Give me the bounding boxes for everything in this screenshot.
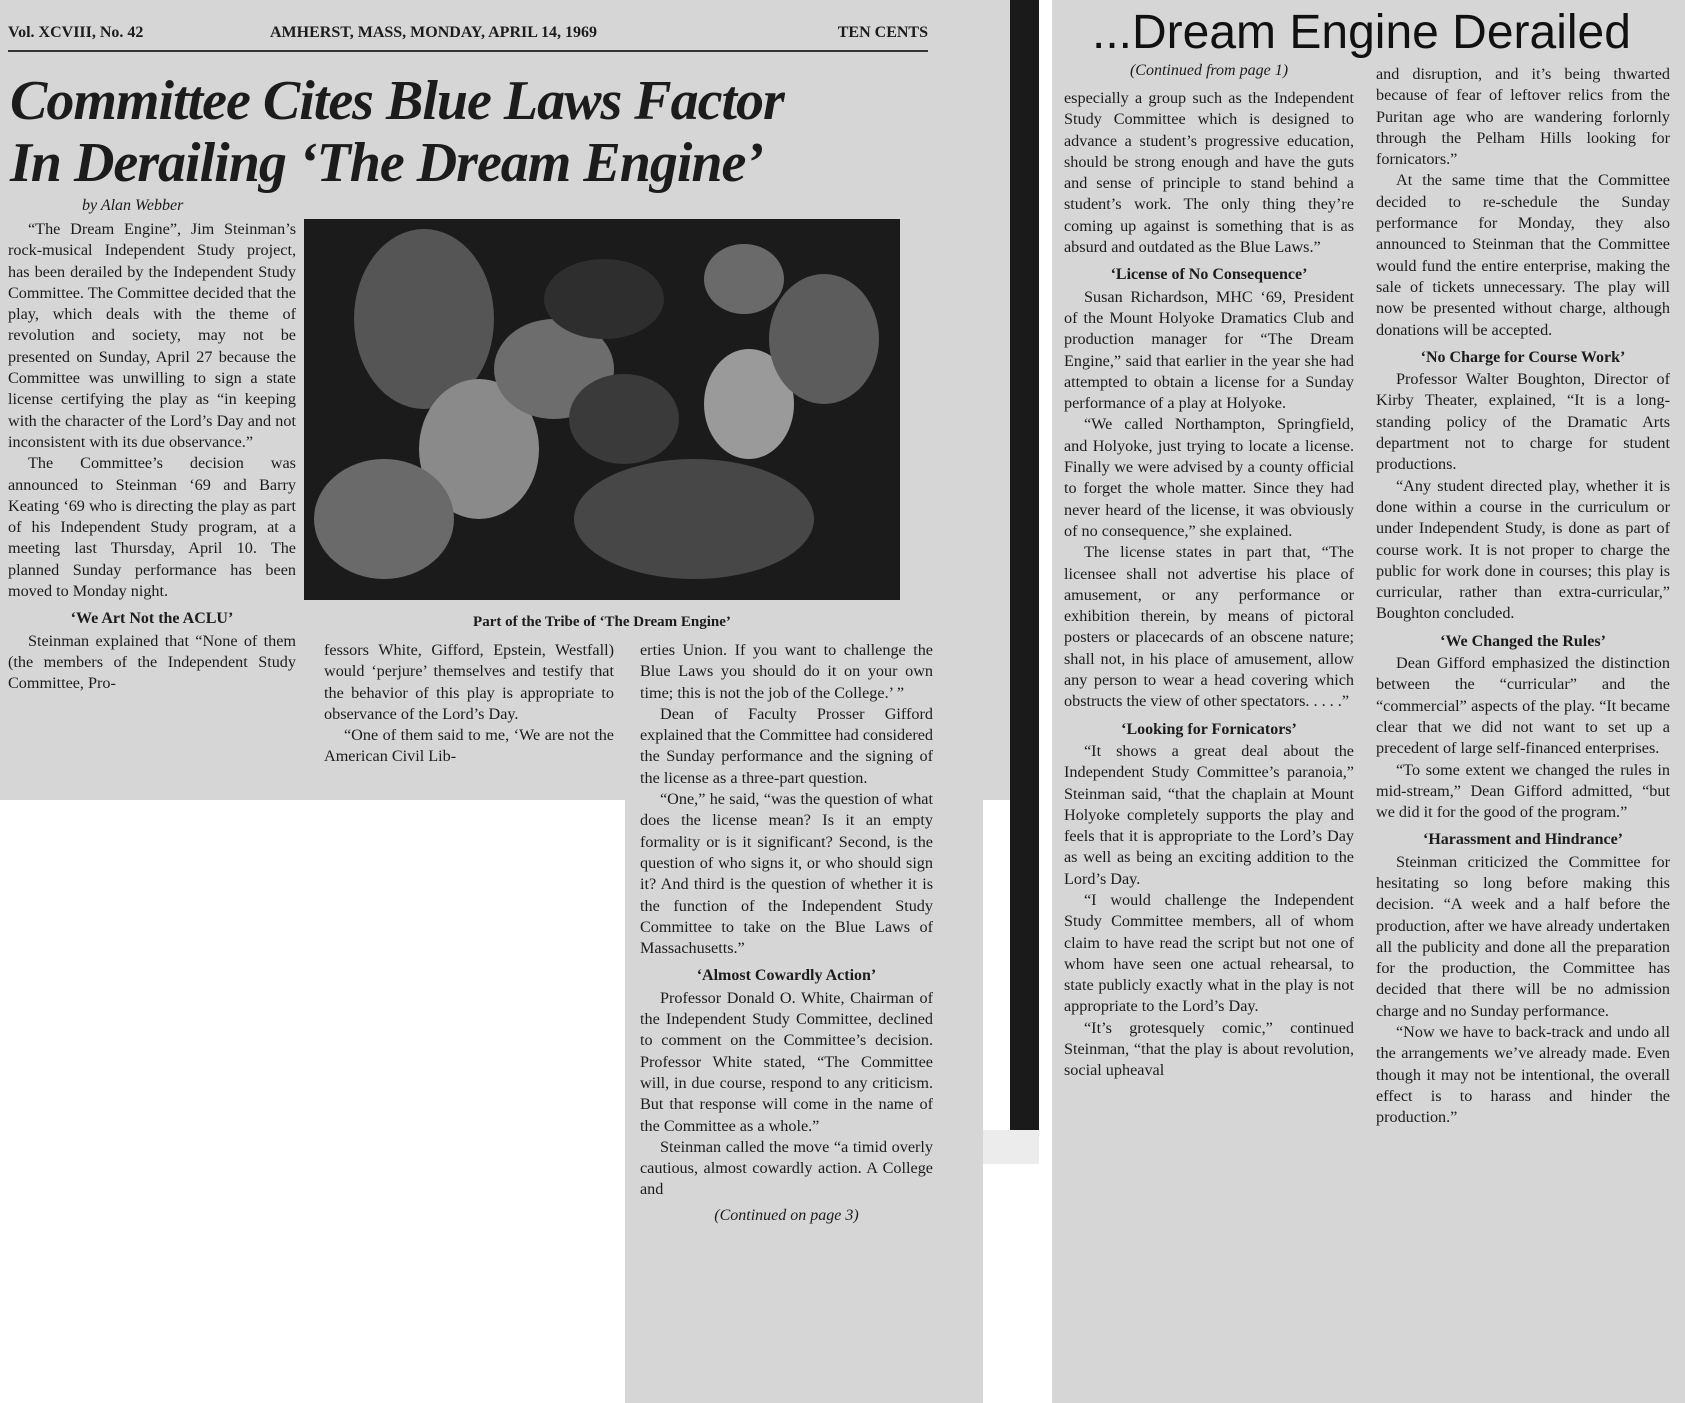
paragraph: erties Union. If you want to challenge the Blue Laws you should do it on your own time; this is not the job of the College.’ ”: [640, 641, 933, 702]
continued-note: (Continued on page 3): [714, 1206, 859, 1224]
price: TEN CENTS: [837, 24, 928, 41]
paragraph: “Any student directed play, whether it is done within a course in the curriculum or under Independent Study, is done as part of course work. It is not proper to charge the public for work done in courses; this play is curricular, rather than extra-curricular,” Boughton concluded.: [1376, 476, 1670, 623]
subhead: ‘No Charge for Course Work’: [1420, 348, 1626, 366]
paragraph: The license states in part that, “The licensee shall not advertise his place of amusement, or any performance or exhibition therein, by means of pictoral posters or placecards of an obscene nature; shall not, in his place of amusement, allow any person to wear a head covering which obstructs the view of other spectators. . . . .”: [1064, 543, 1354, 711]
subhead: ‘License of No Consequence’: [1110, 266, 1308, 284]
paragraph: “The Dream Engine”, Jim Steinman’s rock-musical Independent Study project, has been derailed by the Independent Study Committee. The Committee decided that the play, which deals with the theme of revolution and society, may not be presented on Sunday, April 27 because the Committee was unwilling to sign a state license certifying the play as “in keeping with the character of the Lord’s Day and not inconsistent with its due observance.”: [8, 220, 296, 451]
paragraph: Steinman criticized the Committee for hesitating so long before making this decision. “A week and a half before the production, after we have already undertaken all the publicity and done all the preparation for the production, the Committee has decided that there will be no admission charge and no Sunday performance.: [1376, 852, 1670, 1020]
article-column-1: [8, 219, 296, 695]
paragraph: “We called Northampton, Springfield, and Holyoke, just trying to locate a license. Finally we were advised by a county official to forget the whole matter. Since they had never heard of the license, it was obviously of no consequence,” she explained.: [1064, 415, 1354, 540]
paragraph: Steinman explained that “None of them (the members of the Independent Study Committee, Pro-: [8, 631, 296, 693]
paragraph: “One,” he said, “was the question of what does the license mean? Is it an empty formality or is it significant? Second, is the question of who signs it, or who should sign it? And third is the question of whether it is the function of the Independent Study Committee to take on the Blue Laws of Massachusetts.”: [640, 790, 933, 958]
paragraph: At the same time that the Committee decided to re-schedule the Sunday performance for Monday, they also announced to Steinman that the Committee would fund the entire enterprise, making the sale of tickets unnecessary. The play will now be presented without charge, although donations will be accepted.: [1376, 171, 1670, 339]
continued-from-note: (Continued from page 1): [1129, 62, 1289, 79]
paragraph: Steinman called the move “a timid overly cautious, almost cowardly action. A College and: [640, 1137, 933, 1199]
paragraph: “One of them said to me, ‘We are not the American Civil Lib-: [324, 726, 614, 766]
paragraph: Dean of Faculty Prosser Gifford explained that the Committee had considered the Sunday performance and the signing of the license as a three-part question.: [640, 704, 933, 787]
paragraph: fessors White, Gifford, Epstein, Westfall) would ‘perjure’ themselves and testify that the behavior of this play is appropriate to observance of the Lord’s Day.: [324, 641, 614, 723]
masthead-rule: [8, 50, 928, 52]
paragraph: “It shows a great deal about the Independent Study Committee’s paranoia,” Steinman said, “that the chaplain at Mount Holyoke completely supports the play and feels that it is appropriate to the Lord’s Day as well as being an exciting addition to the Lord’s Day.: [1064, 741, 1354, 888]
photo-caption: Part of the Tribe of ‘The Dream Engine’: [473, 614, 731, 630]
article-column-2: [324, 640, 614, 768]
gap-strip: [983, 1130, 1039, 1164]
article-column-3: [640, 640, 933, 1226]
masthead: [8, 24, 928, 46]
volume-number: Vol. XCVIII, No. 42: [8, 24, 144, 41]
main-headline: Committee Cites Blue Laws Factor In Derailing ‘The Dream Engine’: [10, 70, 784, 194]
paragraph: “Now we have to back-track and undo all the arrangements we’ve already made. Even though it may not be intentional, the overall effect is to harass and hinder the production.”: [1376, 1023, 1670, 1127]
paragraph: and disruption, and it’s being thwarted because of fear of leftover relics from the Puritan age who are wandering forlornly through the Pelham Hills looking for fornicators.”: [1376, 65, 1670, 169]
article-column-5: [1376, 64, 1670, 1129]
paragraph: especially a group such as the Independent Study Committee which is designed to advance a student’s progressive education, should be strong enough and have the guts and sense of principle to stand behind a student’s work. The only thing they’re coming up against is something that is as absurd and outdated as the Blue Laws.”: [1064, 89, 1354, 257]
article-column-4: [1064, 88, 1354, 1082]
black-divider: [1010, 0, 1039, 1130]
subhead: ‘Almost Cowardly Action’: [696, 967, 877, 985]
subhead: ‘We Art Not the ACLU’: [70, 610, 234, 628]
photo-image: [304, 219, 900, 600]
dateline: AMHERST, MASS, MONDAY, APRIL 14, 1969: [270, 24, 598, 41]
paragraph: Dean Gifford emphasized the distinction between the “curricular” and the “commercial” aspects of the play. “It became clear that we did not want to set up a precedent of large self-financed enterprises.: [1376, 654, 1670, 758]
paragraph: Professor Walter Boughton, Director of Kirby Theater, explained, “It is a long-standing policy of the Dramatic Arts department not to charge for student productions.: [1376, 370, 1670, 474]
subhead: ‘We Changed the Rules’: [1440, 632, 1606, 650]
subhead: ‘Looking for Fornicators’: [1121, 720, 1297, 738]
paragraph: Susan Richardson, MHC ‘69, President of the Mount Holyoke Dramatics Club and production manager for “The Dream Engine,” said that earlier in the year she had attempted to obtain a license for a Sunday performance of a play at Holyoke.: [1064, 287, 1354, 413]
paragraph: “It’s grotesquely comic,” continued Steinman, “that the play is about revolution, social upheaval: [1064, 1018, 1354, 1080]
subhead: ‘Harassment and Hindrance’: [1423, 831, 1623, 849]
jump-headline: ...Dream Engine Derailed: [1092, 6, 1631, 59]
paragraph: “I would challenge the Independent Study Committee members, all of whom claim to have read the script but not one of whom have seen one actual rehearsal, to state publicly exactly what in the play is not appropriate to the Lord’s Day.: [1064, 890, 1354, 1016]
paragraph: “To some extent we changed the rules in mid-stream,” Dean Gifford admitted, “but we did it for the good of the program.”: [1376, 760, 1670, 822]
paragraph: The Committee’s decision was announced to Steinman ‘69 and Barry Keating ‘69 who is directing the play as part of his Independent Study program, at a meeting last Thursday, April 10. The planned Sunday performance has been moved to Monday night.: [8, 454, 296, 601]
byline: by Alan Webber: [82, 197, 184, 214]
paragraph: Professor Donald O. White, Chairman of the Independent Study Committee, declined to comment on the Committee’s decision. Professor White stated, “The Committee will, in due course, respond to any criticism. But that response will come in the name of the Committee as a whole.”: [640, 988, 933, 1135]
article-photo: [304, 219, 900, 600]
